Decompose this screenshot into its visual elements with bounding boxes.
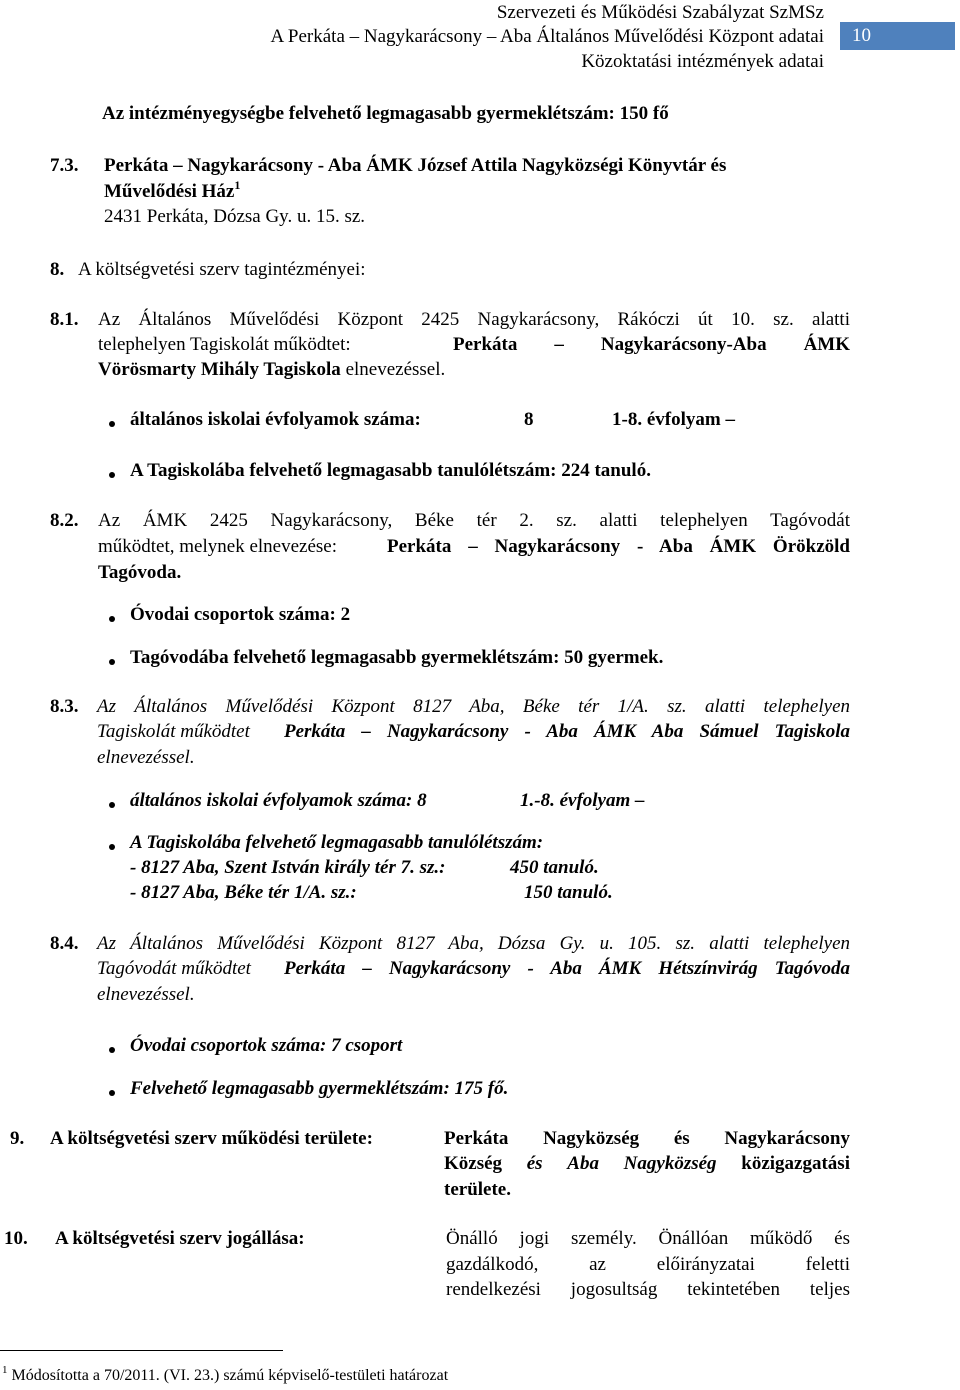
section-8-4-capacity: Felvehető legmagasabb gyermeklétszám: 175 fő. [130, 1078, 509, 1099]
section-8-3-grades-range: 1.-8. évfolyam – [520, 790, 645, 811]
section-8-2-line-2a: működtet, melynek elnevezése: [98, 536, 337, 557]
bullet-icon [109, 616, 115, 622]
bullet-icon [109, 421, 115, 427]
section-8-3-capacity-title: A Tagiskolába felvehető legmagasabb tanulólétszám: [130, 832, 544, 853]
bullet-icon [109, 844, 115, 850]
bullet-icon [109, 1090, 115, 1096]
section-8-4-line-2b: Perkáta – Nagykarácsony - Aba ÁMK Hétszínvirág Tagóvoda [284, 958, 850, 979]
section-8-4-line-3: elnevezéssel. [97, 984, 195, 1005]
section-8-3-site-1-value: 450 tanuló. [510, 857, 599, 878]
header-line-3: Közoktatási intézmények adatai [581, 51, 824, 72]
page-number: 10 [840, 22, 955, 50]
section-7-3-title-line-1: Perkáta – Nagykarácsony - Aba ÁMK József Attila Nagyközségi Könyvtár és [104, 155, 727, 176]
section-8-3-line-2b: Perkáta – Nagykarácsony - Aba ÁMK Aba Sámuel Tagiskola [284, 721, 850, 742]
section-8-1-number: 8.1. [50, 309, 79, 330]
section-8-title: A költségvetési szerv tagintézményei: [78, 259, 366, 280]
section-10-value-line-3: rendelkezési jogosultság tekintetében teljes [446, 1279, 850, 1300]
section-8-3-site-1: - 8127 Aba, Szent István király tér 7. sz.: [130, 857, 446, 878]
footnote-ref[interactable]: 1 [234, 178, 241, 192]
section-8-4-line-1: Az Általános Művelődési Központ 8127 Aba, Dózsa Gy. u. 105. sz. alatti telephelyen [97, 933, 850, 954]
section-8-4-groups: Óvodai csoportok száma: 7 csoport [130, 1035, 403, 1056]
section-10-value-line-1: Önálló jogi személy. Önállóan működő és [446, 1228, 850, 1249]
section-8-4-number: 8.4. [50, 933, 79, 954]
section-8-3-site-2: - 8127 Aba, Béke tér 1/A. sz.: [130, 882, 357, 903]
section-10-value-line-2: gazdálkodó, az előirányzatai feletti [446, 1254, 850, 1275]
section-8-3-site-2-value: 150 tanuló. [524, 882, 613, 903]
section-8-3-number: 8.3. [50, 696, 79, 717]
section-9-number: 9. [10, 1128, 25, 1149]
section-8-1-line-2a: telephelyen Tagiskolát működtet: [98, 334, 351, 355]
section-8-1-grades-range: 1-8. évfolyam – [612, 409, 735, 430]
unit-capacity: Az intézményegységbe felvehető legmagasabb gyermeklétszám: 150 fő [102, 103, 669, 124]
section-8-1-line-1: Az Általános Művelődési Központ 2425 Nagykarácsony, Rákóczi út 10. sz. alatti [98, 309, 850, 330]
section-8-2-number: 8.2. [50, 510, 79, 531]
section-7-3-number: 7.3. [50, 155, 79, 176]
section-9-value-line-3: területe. [444, 1179, 511, 1200]
section-8-1-line-3: Vörösmarty Mihály Tagiskola elnevezéssel. [98, 359, 446, 380]
footnote: $^1$ Módosította a 70/2011. (VI. 23.) számú képviselő-testületi határozat [2, 1364, 449, 1384]
section-8-3-line-1: Az Általános Művelődési Központ 8127 Aba, Béke tér 1/A. sz. alatti telephelyen [97, 696, 850, 717]
section-8-2-groups: Óvodai csoportok száma: 2 [130, 604, 351, 625]
section-8-1-grades-value: 8 [524, 409, 534, 430]
bullet-icon [109, 659, 115, 665]
section-8-1-capacity: A Tagiskolába felvehető legmagasabb tanulólétszám: 224 tanuló. [130, 460, 651, 481]
header-line-1: Szervezeti és Működési Szabályzat SzMSz [496, 2, 824, 23]
section-10-number: 10. [4, 1228, 28, 1249]
section-8-2-line-2b: Perkáta – Nagykarácsony - Aba ÁMK Örökzöld [387, 536, 850, 557]
section-8-1-grades-label: általános iskolai évfolyamok száma: [130, 409, 421, 430]
section-8-2-line-1: Az ÁMK 2425 Nagykarácsony, Béke tér 2. sz. alatti telephelyen Tagóvodát [98, 510, 850, 531]
section-9-value-line-1: Perkáta Nagyközség és Nagykarácsony [444, 1128, 850, 1149]
bullet-icon [109, 1047, 115, 1053]
section-8-2-capacity: Tagóvodába felvehető legmagasabb gyermeklétszám: 50 gyermek. [130, 647, 664, 668]
section-9-value-line-2: Község és Aba Nagyközség közigazgatási [444, 1153, 850, 1174]
section-8-1-line-2b: Perkáta – Nagykarácsony-Aba ÁMK [453, 334, 850, 355]
section-8-2-line-3: Tagóvoda. [98, 562, 182, 583]
section-8-3-line-2a: Tagiskolát működtet [97, 721, 250, 742]
footnote-separator [0, 1350, 283, 1351]
section-7-3-title-line-2: Művelődési Ház$^1$ [104, 178, 241, 202]
section-8-3-grades-label: általános iskolai évfolyamok száma: 8 [130, 790, 427, 811]
section-7-3-address: 2431 Perkáta, Dózsa Gy. u. 15. sz. [104, 206, 366, 227]
header-line-2: A Perkáta – Nagykarácsony – Aba Általános Művelődési Központ adatai [270, 26, 824, 47]
section-10-label: A költségvetési szerv jogállása: [55, 1228, 305, 1249]
section-9-label: A költségvetési szerv működési területe: [50, 1128, 373, 1149]
bullet-icon [109, 472, 115, 478]
section-8-4-line-2a: Tagóvodát működtet [97, 958, 251, 979]
section-8-3-line-3: elnevezéssel. [97, 747, 195, 768]
bullet-icon [109, 802, 115, 808]
section-8-number: 8. [50, 259, 65, 280]
